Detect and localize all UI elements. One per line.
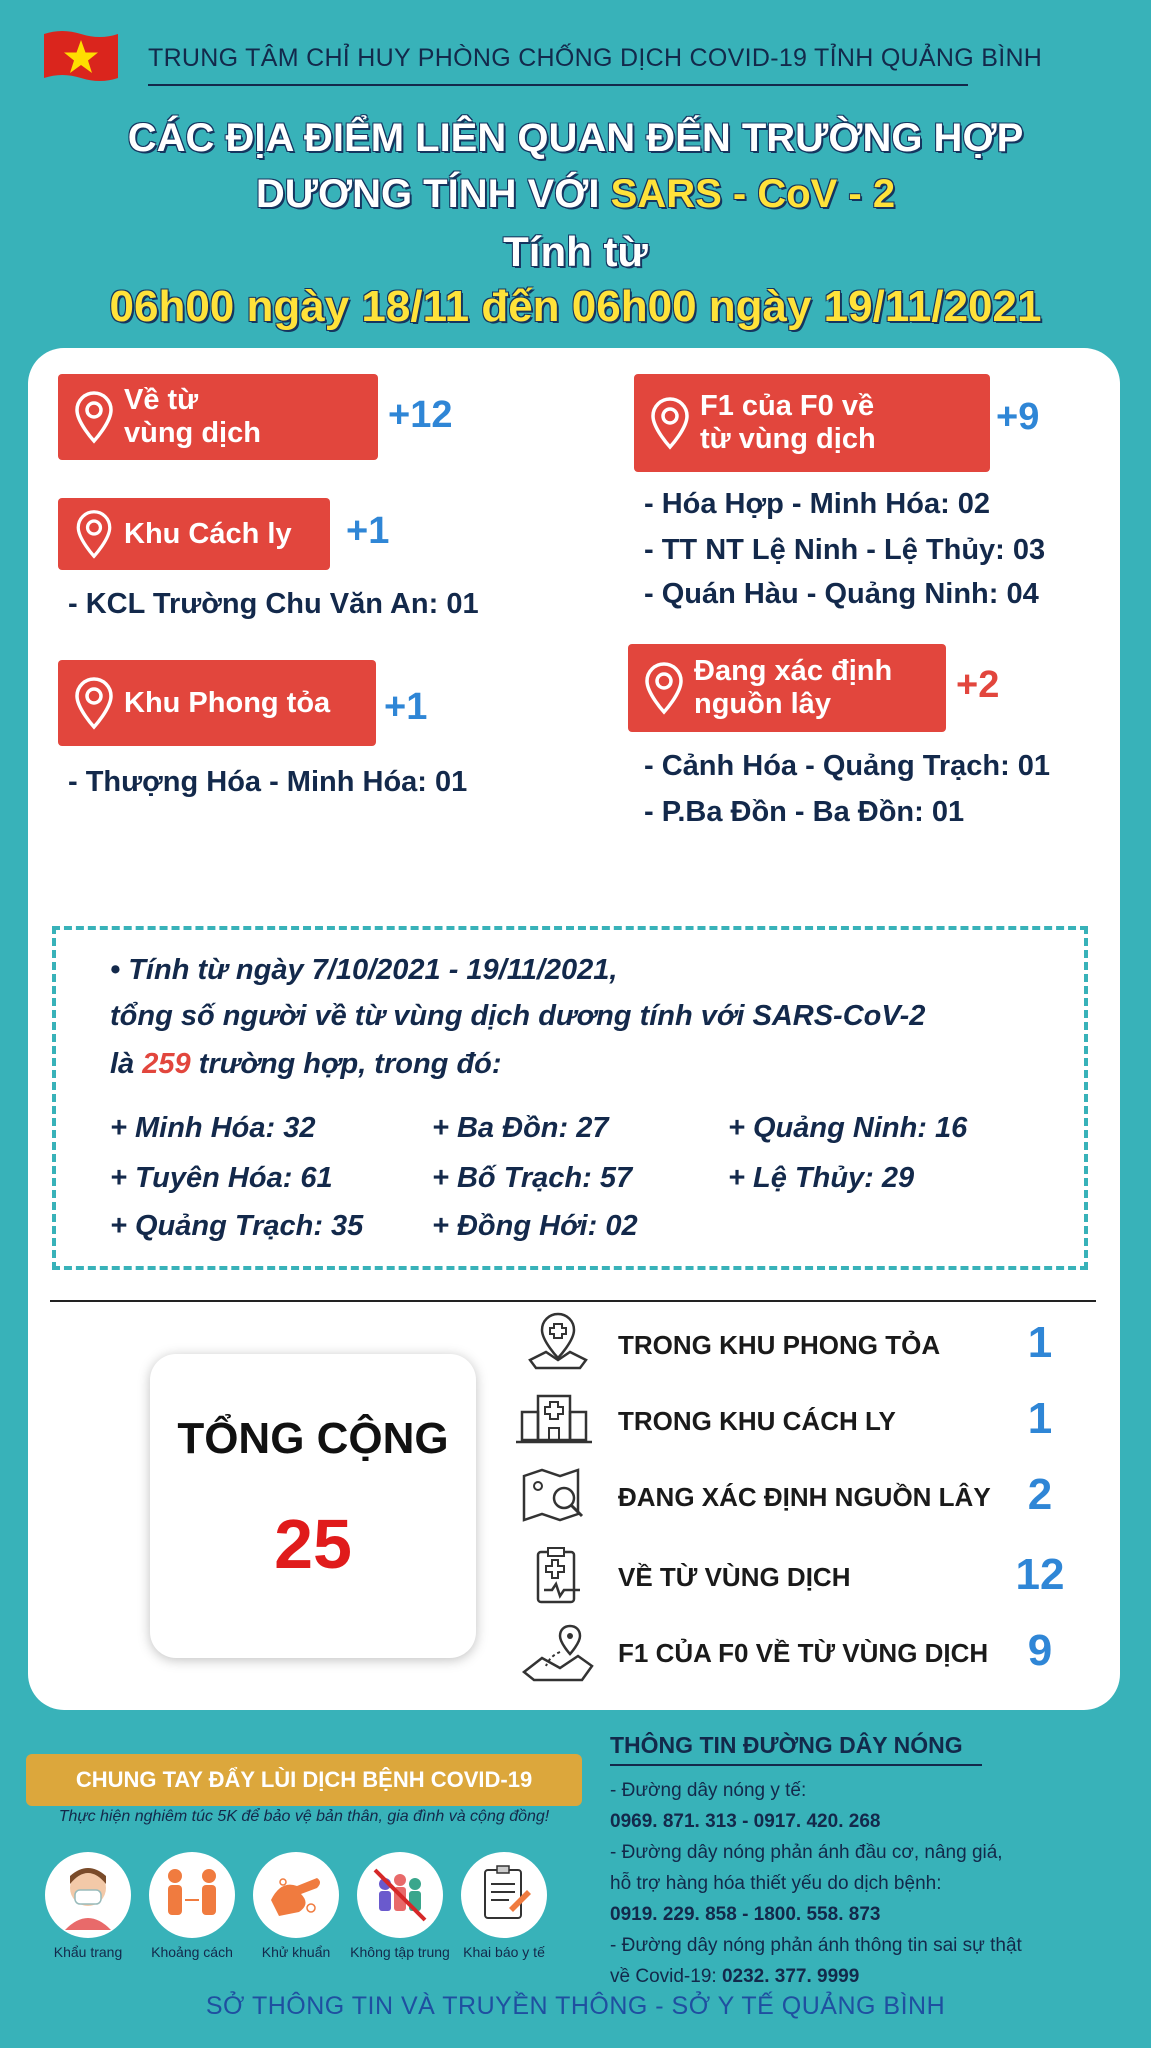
title-line-1: CÁC ĐỊA ĐIỂM LIÊN QUAN ĐẾN TRƯỜNG HỢP [127,116,1024,160]
location-pin-medical-icon [520,1310,596,1370]
list-item: - P.Ba Đồn - Ba Đồn: 01 [644,796,965,828]
tag-label-line-1: Về từ [124,384,199,416]
district-item: + Minh Hóa: 32 [110,1112,316,1144]
k5-item-disinfect [250,1852,342,1960]
list-item: - Hóa Hợp - Minh Hóa: 02 [644,488,991,520]
location-pin-icon [74,676,114,730]
list-item: - Thượng Hóa - Minh Hóa: 01 [68,766,468,798]
hotline-prefix: về Covid-19: [610,1966,722,1987]
tag-khu-phong-toa [58,660,376,746]
k5-label: Khẩu trang [53,1944,123,1960]
count-khu-cach-ly: +1 [346,510,390,552]
vietnam-flag-icon [42,28,120,84]
tag-label-line-1: F1 của F0 về [700,390,875,422]
list-item: - KCL Trường Chu Văn An: 01 [68,588,479,620]
k5-item-mask [42,1852,134,1960]
hand-wash-icon [261,1860,331,1930]
social-distance-icon [157,1860,227,1930]
hotline-line: hỗ trợ hàng hóa thiết yếu do dịch bệnh: [610,1873,942,1894]
total-value: 25 [274,1505,352,1583]
tag-label-line-2: từ vùng dịch [700,423,876,455]
tag-khu-cach-ly [58,498,330,570]
section-divider [50,1300,1096,1302]
stat-value: 1 [1027,1318,1053,1367]
summary-prefix: là [110,1048,143,1080]
face-mask-icon [53,1860,123,1930]
count-f1-cua-f0: +9 [996,396,1040,438]
district-item: + Quảng Trạch: 35 [110,1210,364,1242]
tag-label: Khu Phong tỏa [124,686,331,719]
stat-label: TRONG KHU CÁCH LY [618,1406,896,1436]
hotline-line [610,1966,859,1988]
hotline-divider [610,1764,982,1766]
stat-label: ĐANG XÁC ĐỊNH NGUỒN LÂY [618,1482,991,1512]
title-line-2 [0,172,1151,217]
district-item: + Đồng Hới: 02 [432,1210,638,1242]
count-ve-tu-vung-dich: +12 [388,394,453,436]
k5-label: Khai báo y tế [463,1944,545,1960]
campaign-subtitle: Thực hiện nghiêm túc 5K để bảo vệ bản thân, gia đình và cộng đồng! [58,1808,550,1825]
summary-line-3 [110,1048,502,1081]
date-range-title: 06h00 ngày 18/11 đến 06h00 ngày 19/11/2021 [109,282,1042,331]
district-item: + Bố Trạch: 57 [432,1162,633,1194]
hotline-number: 0919. 229. 858 - 1800. 558. 873 [610,1904,881,1925]
hotline-line: - Đường dây nóng phản ánh thông tin sai sự thật [610,1935,1022,1956]
footer-text: SỞ THÔNG TIN VÀ TRUYỀN THÔNG - SỞ Y TẾ QUẢNG BÌNH [205,1992,946,2020]
organization-name: TRUNG TÂM CHỈ HUY PHÒNG CHỐNG DỊCH COVID-19 TỈNH QUẢNG BÌNH [148,44,1043,72]
tag-label-line-2: nguồn lây [694,688,831,720]
count-khu-phong-toa: +1 [384,686,428,728]
k5-label: Khoảng cách [151,1944,233,1960]
stat-value: 1 [1027,1394,1053,1443]
k5-item-health-declaration [458,1852,550,1960]
list-item: - Cảnh Hóa - Quảng Trạch: 01 [644,750,1051,782]
location-pin-icon [74,390,114,444]
title-virus-name: SARS - CoV - 2 [610,172,896,216]
stat-value: 2 [1027,1470,1053,1519]
summary-suffix: trường hợp, trong đó: [190,1048,502,1080]
total-box [150,1354,476,1658]
no-gathering-icon [365,1860,435,1930]
district-item: + Tuyên Hóa: 61 [110,1162,333,1194]
campaign-banner: CHUNG TAY ĐẨY LÙI DỊCH BỆNH COVID-19 [26,1754,582,1806]
district-item: + Lệ Thủy: 29 [728,1162,915,1194]
stat-value: 12 [1015,1550,1065,1599]
health-declaration-icon [469,1860,539,1930]
summary-total-number: 259 [142,1048,191,1080]
hotline-title: THÔNG TIN ĐƯỜNG DÂY NÓNG [610,1732,963,1758]
tag-label-line-2: vùng dịch [124,417,261,449]
hotline-number: 0969. 871. 313 - 0917. 420. 268 [610,1811,881,1832]
location-pin-icon [74,509,114,559]
tag-f1-cua-f0 [634,374,990,472]
tag-dang-xac-dinh [628,644,946,732]
k5-label: Không tập trung [350,1944,450,1960]
tag-label: Khu Cách ly [124,517,292,550]
stat-label: VỀ TỪ VÙNG DỊCH [618,1562,851,1592]
k5-item-distance [146,1852,238,1960]
header-divider [148,84,968,86]
district-item: + Quảng Ninh: 16 [728,1112,968,1144]
k5-label: Khử khuẩn [261,1944,331,1960]
tag-ve-tu-vung-dich [58,374,378,460]
summary-line-1: • Tính từ ngày 7/10/2021 - 19/11/2021, [110,954,618,986]
hotline-line: - Đường dây nóng phản ánh đầu cơ, nâng giá, [610,1842,1003,1863]
district-item: + Ba Đồn: 27 [432,1112,609,1144]
stat-label: F1 CỦA F0 VỀ TỪ VÙNG DỊCH [618,1638,989,1668]
count-dang-xac-dinh: +2 [956,664,1000,706]
summary-line-2: tổng số người về từ vùng dịch dương tính với SARS-CoV-2 [110,1000,926,1032]
stat-value: 9 [1027,1626,1053,1675]
stat-label: TRONG KHU PHONG TỎA [618,1330,941,1360]
total-label: TỔNG CỘNG [177,1414,449,1463]
medical-clipboard-icon [520,1546,596,1606]
hotline-number: 0232. 377. 9999 [721,1966,860,1987]
list-item: - Quán Hàu - Quảng Ninh: 04 [644,578,1039,610]
title-line-3: Tính từ [503,228,648,275]
hotline-line: - Đường dây nóng y tế: [610,1780,807,1801]
tag-label-line-1: Đang xác định [694,655,893,687]
hospital-icon [516,1386,592,1446]
title-line-2-prefix: DƯƠNG TÍNH VỚI [255,172,611,216]
map-search-icon [520,1462,596,1522]
location-pin-icon [644,661,684,715]
map-route-icon [520,1622,596,1682]
k5-item-no-gathering [350,1852,450,1960]
list-item: - TT NT Lệ Ninh - Lệ Thủy: 03 [644,534,1046,566]
location-pin-icon [650,394,690,452]
